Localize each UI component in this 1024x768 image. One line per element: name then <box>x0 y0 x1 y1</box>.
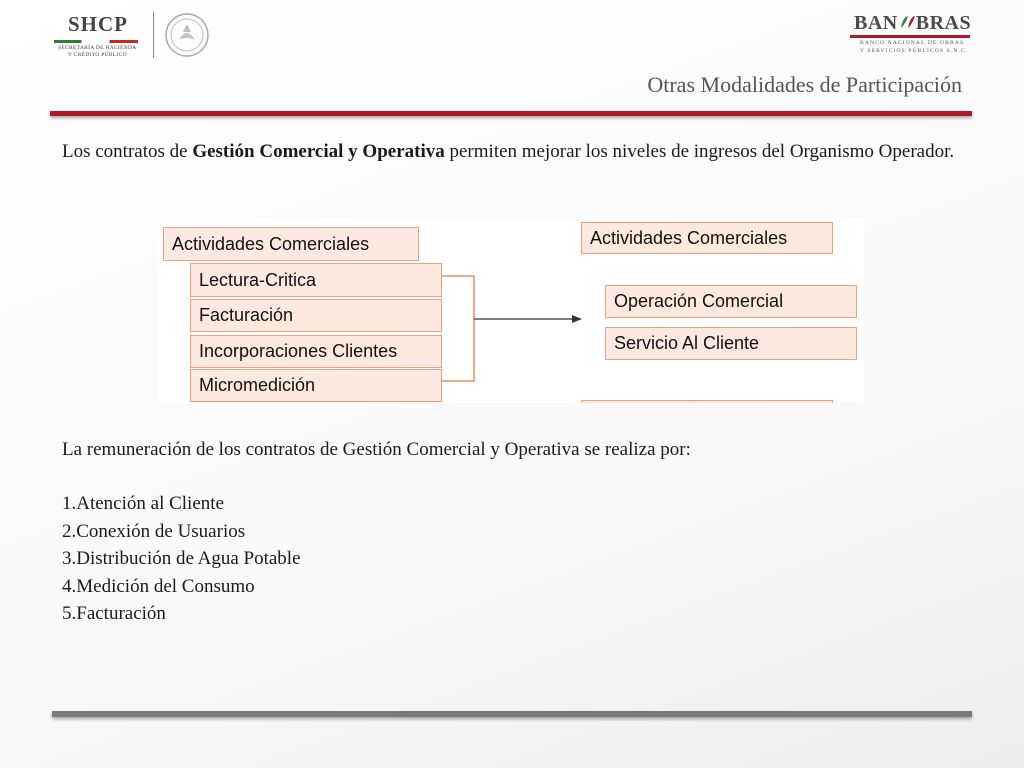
slide-title: Otras Modalidades de Participación <box>647 72 962 97</box>
banobras-subtitle-2: Y SERVICIOS PÚBLICOS S.N.C. <box>860 48 969 54</box>
remuneration-paragraph: La remuneración de los contratos de Gestión Comercial y Operativa se realiza por: <box>62 439 691 460</box>
shcp-subtitle-2: Y CRÉDITO PÚBLICO <box>68 52 127 58</box>
list-item: 1.Atención al Cliente <box>62 493 224 514</box>
activities-diagram <box>158 218 864 403</box>
intro-bold-term: Gestión Comercial y Operativa <box>192 141 445 162</box>
tricolor-line <box>54 40 138 43</box>
banobras-wordmark: BAN BRAS <box>854 12 972 34</box>
banobras-subtitle-1: BANCO NACIONAL DE OBRAS <box>860 40 965 46</box>
right-header-box: Actividades Comerciales <box>581 222 833 254</box>
banobras-bar <box>850 35 970 38</box>
left-item-box: Lectura-Critica <box>190 263 442 297</box>
title-divider <box>50 111 972 116</box>
right-cut-box <box>581 400 833 403</box>
left-item-box: Incorporaciones Clientes <box>190 335 442 368</box>
right-item-box: Servicio Al Cliente <box>605 327 857 360</box>
list-item: 3.Distribución de Agua Potable <box>62 548 301 569</box>
left-header-box: Actividades Comerciales <box>163 227 419 261</box>
shcp-logo <box>54 12 214 58</box>
left-item-box: Micromedición <box>190 369 442 402</box>
banobras-leaf-icon <box>899 14 917 30</box>
logo-separator <box>153 12 154 58</box>
intro-paragraph: Los contratos de Gestión Comercial y Operativa permiten mejorar los niveles de ingresos del Organismo Operador. <box>62 141 955 162</box>
right-item-box: Operación Comercial <box>605 285 857 318</box>
list-item: 4.Medición del Consumo <box>62 575 255 597</box>
footer-divider <box>52 711 972 717</box>
shcp-subtitle-1: SECRETARÍA DE HACIENDA <box>58 45 137 51</box>
list-item: 2.Conexión de Usuarios <box>62 520 246 542</box>
banobras-logo <box>850 12 974 58</box>
list-item: 5.Facturación <box>62 603 166 624</box>
shcp-wordmark: SHCP <box>68 12 129 36</box>
remuneration-list <box>62 490 301 628</box>
national-seal-icon <box>164 12 210 58</box>
left-item-box: Facturación <box>190 299 442 332</box>
